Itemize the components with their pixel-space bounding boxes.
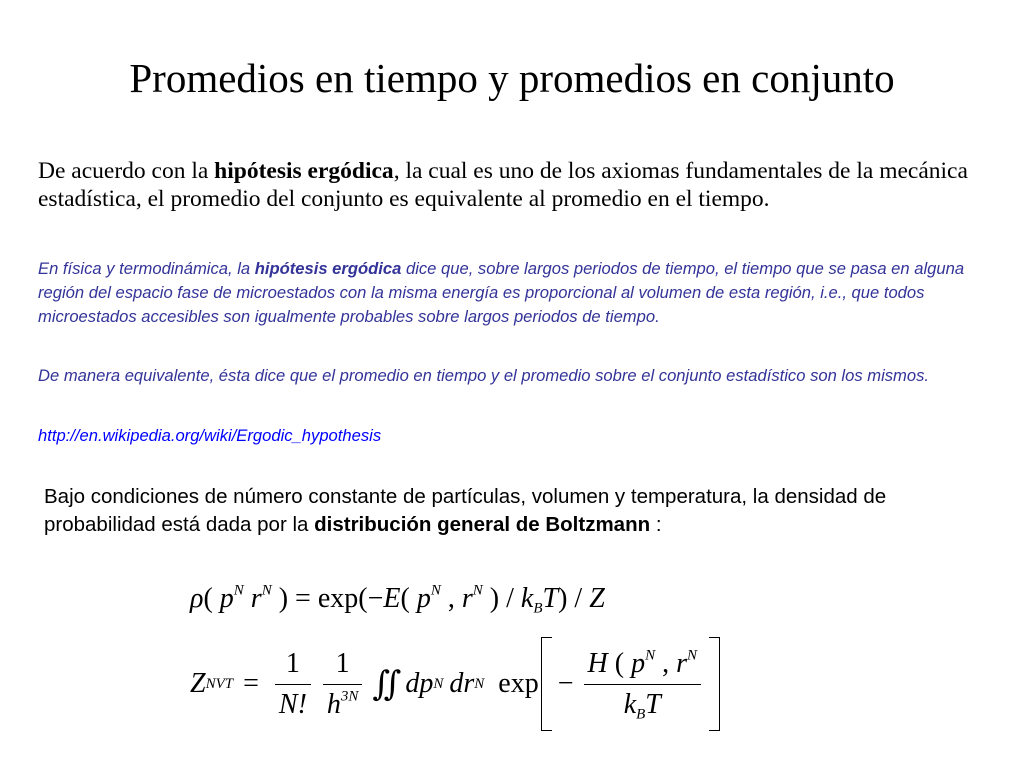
var-z: Z — [190, 668, 206, 699]
paren: ( — [400, 583, 410, 614]
equals-sign: = — [295, 583, 311, 614]
intro-text-end: , la cual es uno de los axiomas fundamentales de la mecánica estadística, el promedio del conjunto es equivalente al promedio en el tiempo. — [38, 158, 968, 212]
var-k: k — [623, 688, 637, 720]
slash: / — [506, 583, 514, 614]
sup-n: N — [645, 646, 656, 663]
boltzmann-bold-term: distribución general de Boltzmann — [314, 513, 651, 536]
paren: ) — [278, 583, 289, 614]
var-d: d — [449, 668, 464, 699]
double-integral-symbol: ∬ — [372, 666, 402, 703]
paren: ) — [489, 583, 500, 614]
sup-n: N — [687, 646, 698, 663]
boltzmann-text-end: : — [650, 513, 662, 536]
var-r: r — [461, 583, 473, 614]
minus-sign: − — [557, 668, 574, 699]
hamiltonian-numerator — [584, 644, 702, 684]
sup-n: N — [233, 582, 244, 599]
quote1-text-end: dice que, sobre largos periodos de tiempo, el tiempo que se pasa en alguna región del espacio fase de microestados con la misma energía es proporcional al volumen de esta región, i.e., que todos microestados accesibles son igualmente probables sobre largos periodos de tiempo. — [38, 259, 965, 326]
rho-symbol: ρ — [190, 583, 204, 614]
sup-3n: 3N — [340, 687, 359, 704]
var-r: r — [463, 668, 475, 699]
exp-function: exp — [317, 583, 359, 614]
partition-function-equation — [190, 636, 722, 732]
var-h-upper: H — [587, 647, 608, 679]
sub-b: B — [533, 600, 543, 617]
left-bracket — [541, 637, 552, 731]
var-e: E — [383, 583, 401, 614]
source-link[interactable]: http://en.wikipedia.org/wiki/Ergodic_hypothesis — [38, 426, 382, 445]
var-r: r — [676, 647, 688, 679]
intro-bold-term: hipótesis ergódica — [214, 158, 394, 184]
slash: / — [574, 583, 583, 614]
minus-sign: − — [367, 583, 384, 614]
paren: ( — [614, 647, 625, 679]
boltzmann-paragraph — [44, 483, 984, 539]
slide-title: Promedios en tiempo y promedios en conjunto — [129, 55, 895, 101]
sup-n: N — [472, 582, 483, 599]
var-p: p — [219, 583, 234, 614]
sup-n: N — [430, 582, 441, 599]
comma: , — [662, 647, 670, 679]
fraction-one-over-h — [323, 644, 363, 725]
kt-denominator — [620, 685, 665, 725]
quote1-bold-term: hipótesis ergódica — [254, 259, 402, 278]
sub-b: B — [636, 705, 646, 722]
intro-paragraph — [38, 157, 998, 213]
paren: ( — [203, 583, 213, 614]
var-p: p — [631, 647, 646, 679]
denominator-n-factorial: N! — [278, 688, 307, 720]
wikipedia-quote-1 — [38, 257, 988, 329]
var-t: T — [542, 583, 559, 614]
intro-text-start: De acuerdo con la — [38, 158, 215, 184]
var-h: h — [326, 688, 341, 720]
var-d: d — [405, 668, 420, 699]
numerator-one: 1 — [335, 647, 350, 679]
var-p: p — [416, 583, 431, 614]
wikipedia-quote-2: De manera equivalente, ésta dice que el promedio en tiempo y el promedio sobre el conjunto estadístico son los mismos. — [38, 366, 930, 385]
quote1-text-start: En física y termodinámica, la — [38, 259, 255, 278]
exp-function: exp — [498, 668, 539, 699]
probability-density-equation — [190, 576, 605, 622]
var-r: r — [250, 583, 262, 614]
sup-n: N — [261, 582, 272, 599]
partition-function-row: Z NVT = $\frac{1}{N!}$ $\frac{1}{h^{3N}}$ ∬ d p N d r N exp − $\frac{H ( p^N , r^N}{k_BT}$ — [190, 636, 722, 732]
fraction-hamiltonian-over-kt — [584, 644, 702, 725]
var-p: p — [419, 668, 434, 699]
denominator-h-3n — [323, 685, 363, 725]
comma: , — [447, 583, 455, 614]
fraction-one-over-n-factorial — [275, 644, 311, 725]
paren: ( — [358, 583, 368, 614]
var-z: Z — [589, 583, 605, 614]
paren: ) — [558, 583, 568, 614]
right-bracket — [709, 637, 720, 731]
equals-sign: = — [243, 668, 259, 699]
boltzmann-text-start: Bajo condiciones de número constante de partículas, volumen y temperatura, la densidad de probabilidad está dada por la — [44, 485, 887, 536]
var-t: T — [645, 688, 661, 720]
numerator-one: 1 — [285, 647, 300, 679]
var-k: k — [520, 583, 534, 614]
